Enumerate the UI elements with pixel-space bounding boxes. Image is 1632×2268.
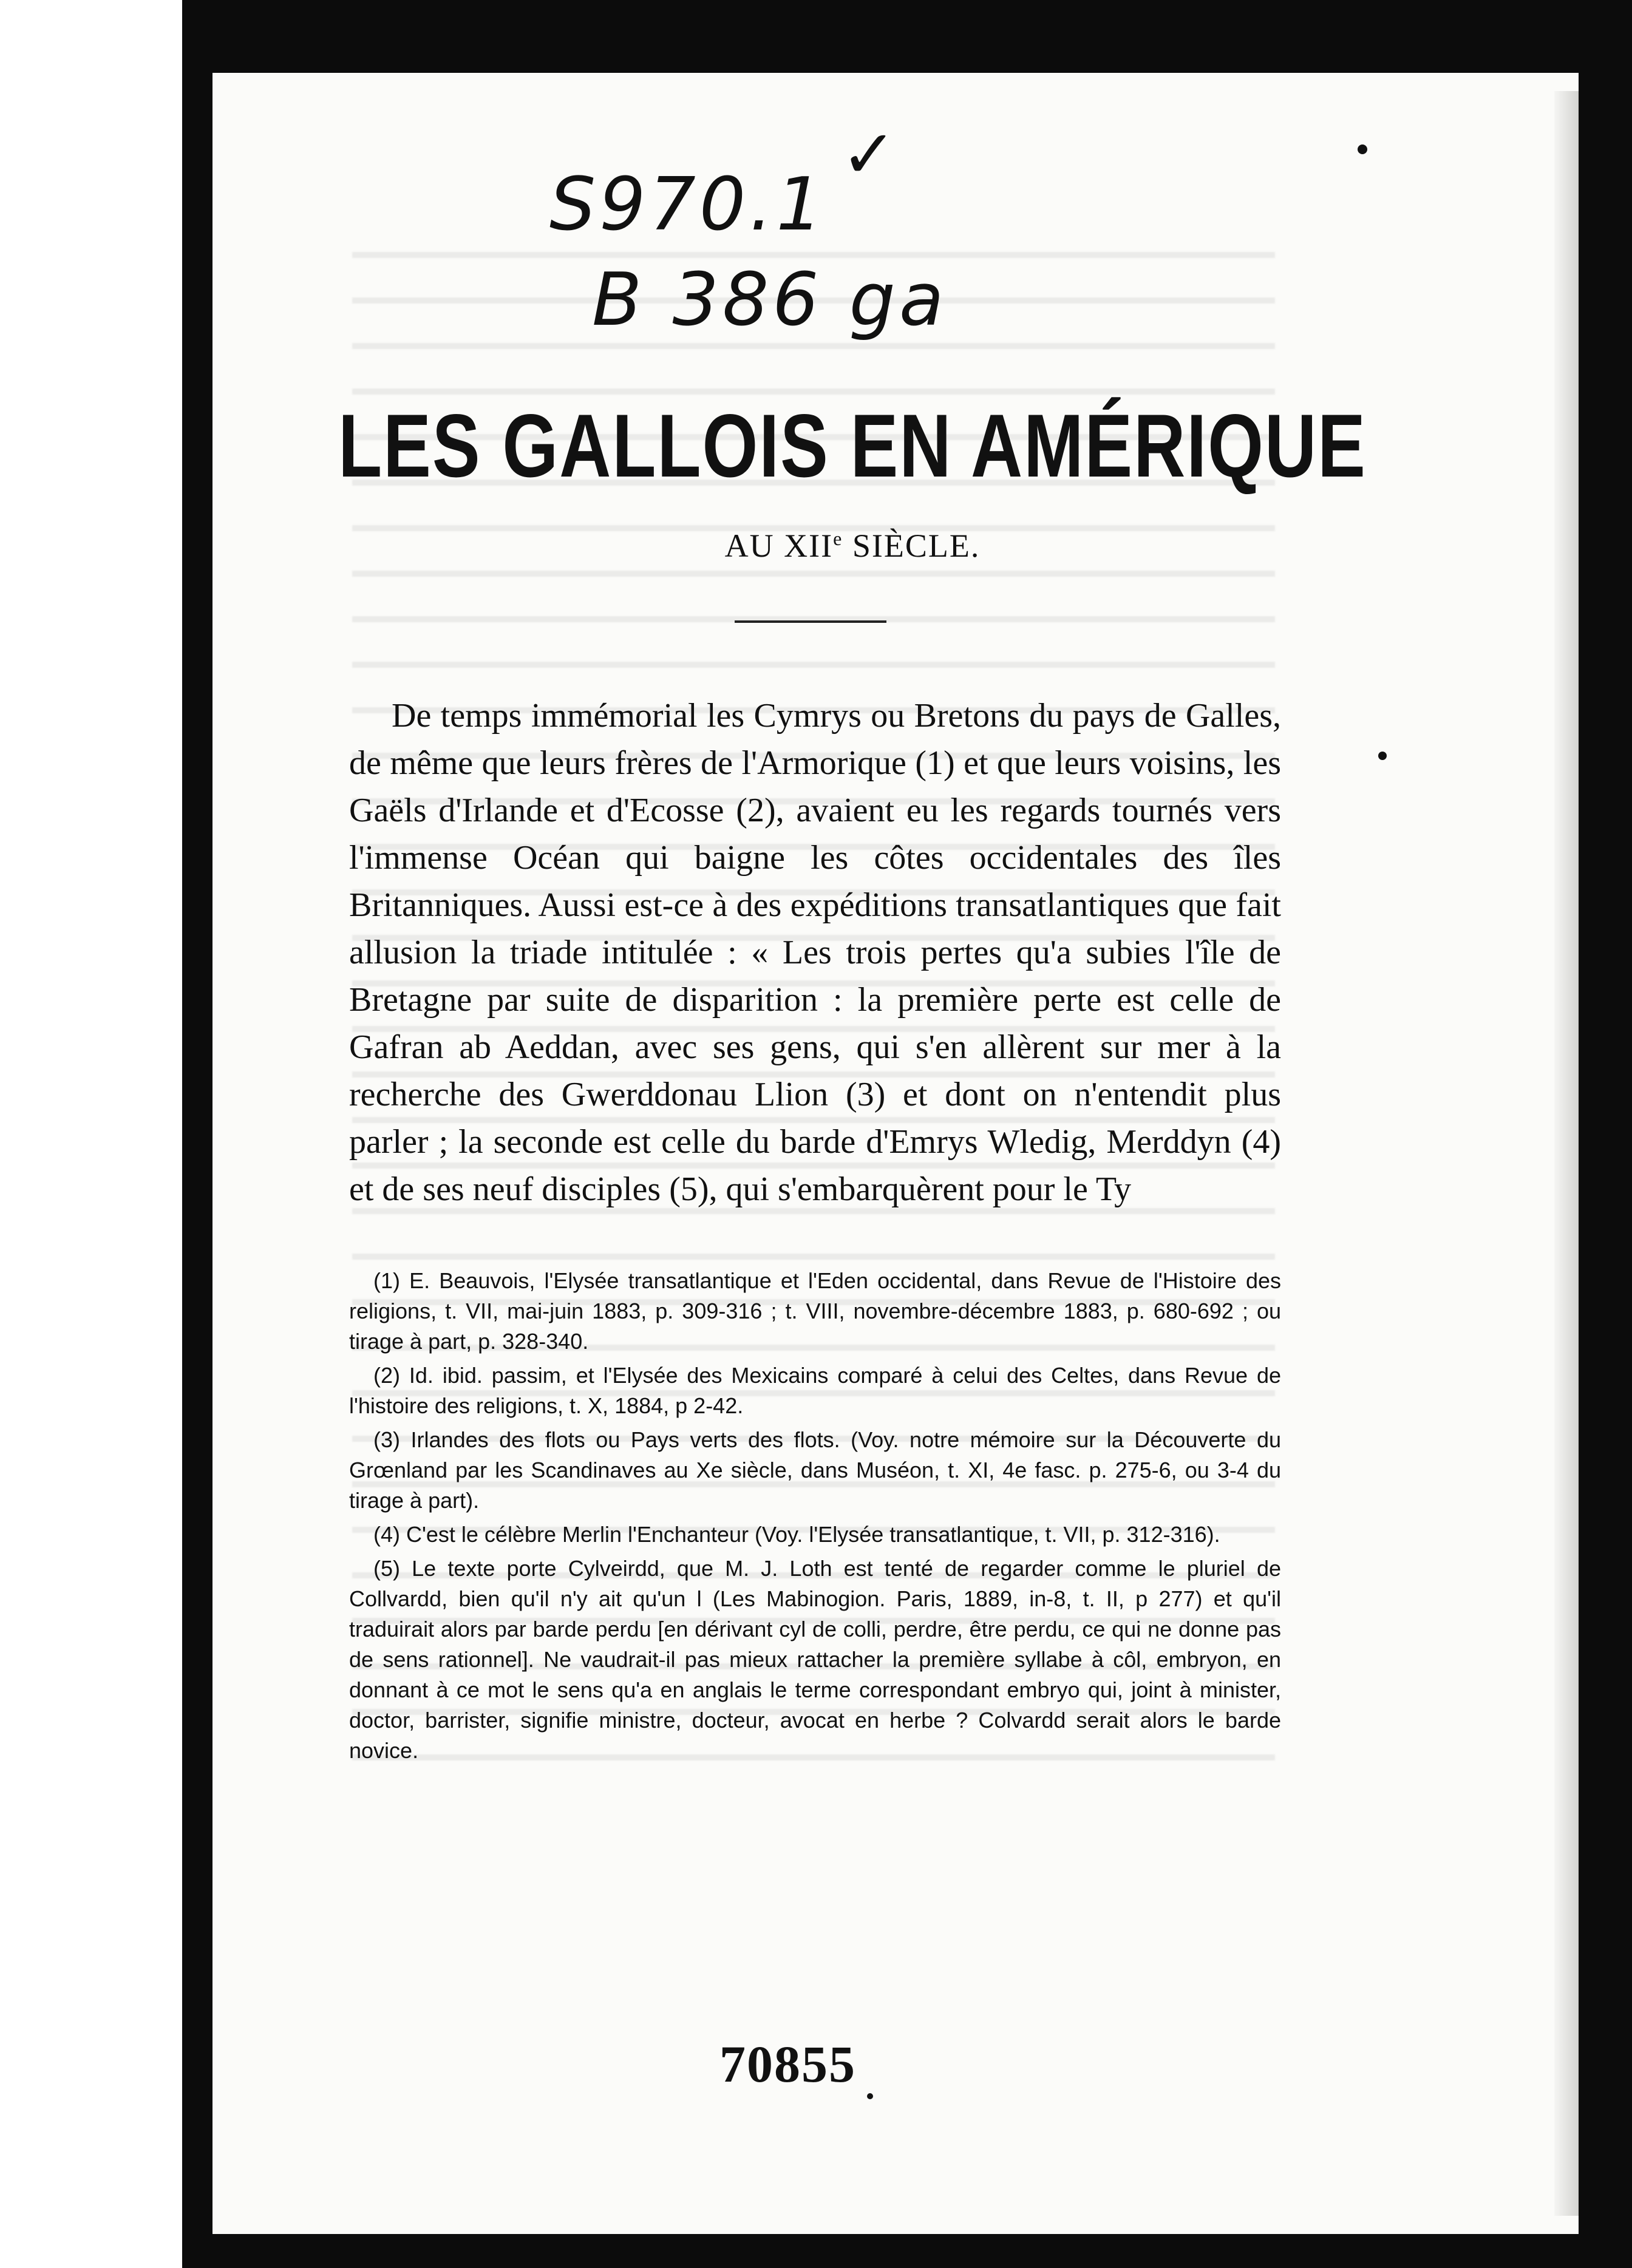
scan-speck (1378, 752, 1387, 760)
body-paragraph: De temps immémorial les Cymrys ou Bretons du pays de Galles, de même que leurs frères de l'Armorique (1) et que leurs voisins, les Gaëls d'Irlande et d'Ecosse (2), avaient eu les regards tournés vers l'immense Océan qui baigne les côtes occidentales des îles Britanniques. Aussi est-ce à des expéditions transatlantiques que fait allusion la triade intitulée : « Les trois pertes qu'a subies l'île de Bretagne par suite de disparition : la première perte est celle de Gafran ab Aeddan, avec ses gens, qui s'en allèrent sur mer à la recherche des Gwerddonau Llion (3) et dont on n'entendit plus parler ; la seconde est celle du barde d'Emrys Wledig, Merddyn (4) et de ses neuf disciples (5), qui s'embarquèrent pour le Ty (349, 697, 1281, 1208)
handwritten-cutter-number: B 386 ga (592, 258, 948, 342)
footnote-3: (3) Irlandes des flots ou Pays verts des flots. (Voy. notre mémoire sur la Découverte du Grœnland par les Scandinaves au Xe siècle, dans Muséon, t. XI, 4e fasc. p. 275-6, ou 3-4 du tirage à part). (349, 1427, 1281, 1513)
footnote-1: (1) E. Beauvois, l'Elysée transatlantique et l'Eden occidental, dans Revue de l'Histoire des religions, t. VII, mai-juin 1883, p. 309-316 ; t. VIII, novembre-décembre 1883, p. 680-692 ; ou tirage à part, p. 328-340. (349, 1268, 1281, 1354)
footnote-5: (5) Le texte porte Cylveirdd, que M. J. Loth est tenté de regarder comme le pluriel de Collvardd, bien qu'il n'y ait qu'un l (Les Mabinogion. Paris, 1889, in-8, t. II, p 277) et qu'il traduirait alors par barde perdu [en dérivant cyl de colli, perdre, être perdu, ce qui ne donne pas de sens rationnel]. Ne vaudrait-il pas mieux rattacher la première syllabe à côl, embryon, en donnant à ce mot le sens qu'a en anglais le terme correspondant embryo qui, joint à minister, doctor, barrister, signifie ministre, docteur, avocat en herbe ? Colvardd serait alors le barde novice. (349, 1556, 1281, 1763)
handwritten-check-mark: ✓ (841, 115, 901, 193)
title-rule (735, 620, 886, 623)
footnote-2: (2) Id. ibid. passim, et l'Elysée des Mexicains comparé à celui des Celtes, dans Revue de l'histoire des religions, t. X, 1884, p 2-42. (349, 1363, 1281, 1418)
page-subtitle (0, 527, 1632, 565)
scan-speck (867, 2093, 873, 2099)
handwritten-call-number: S970.1 (549, 163, 826, 247)
subtitle-suffix: SIÈCLE. (843, 528, 981, 564)
scan-speck (1358, 144, 1367, 154)
accession-number-stamp: 70855 (719, 2035, 856, 2093)
subtitle-prefix: AU XII (724, 528, 834, 564)
footnote-4: (4) C'est le célèbre Merlin l'Enchanteur (Voy. l'Elysée transatlantique, t. VII, p. 312-316). (373, 1522, 1220, 1547)
scanner-margin (0, 0, 195, 2268)
subtitle-ordinal: e (833, 528, 843, 549)
page-title: LES GALLOIS EN AMÉRIQUE (338, 396, 1367, 497)
footnotes (349, 1266, 1281, 1770)
